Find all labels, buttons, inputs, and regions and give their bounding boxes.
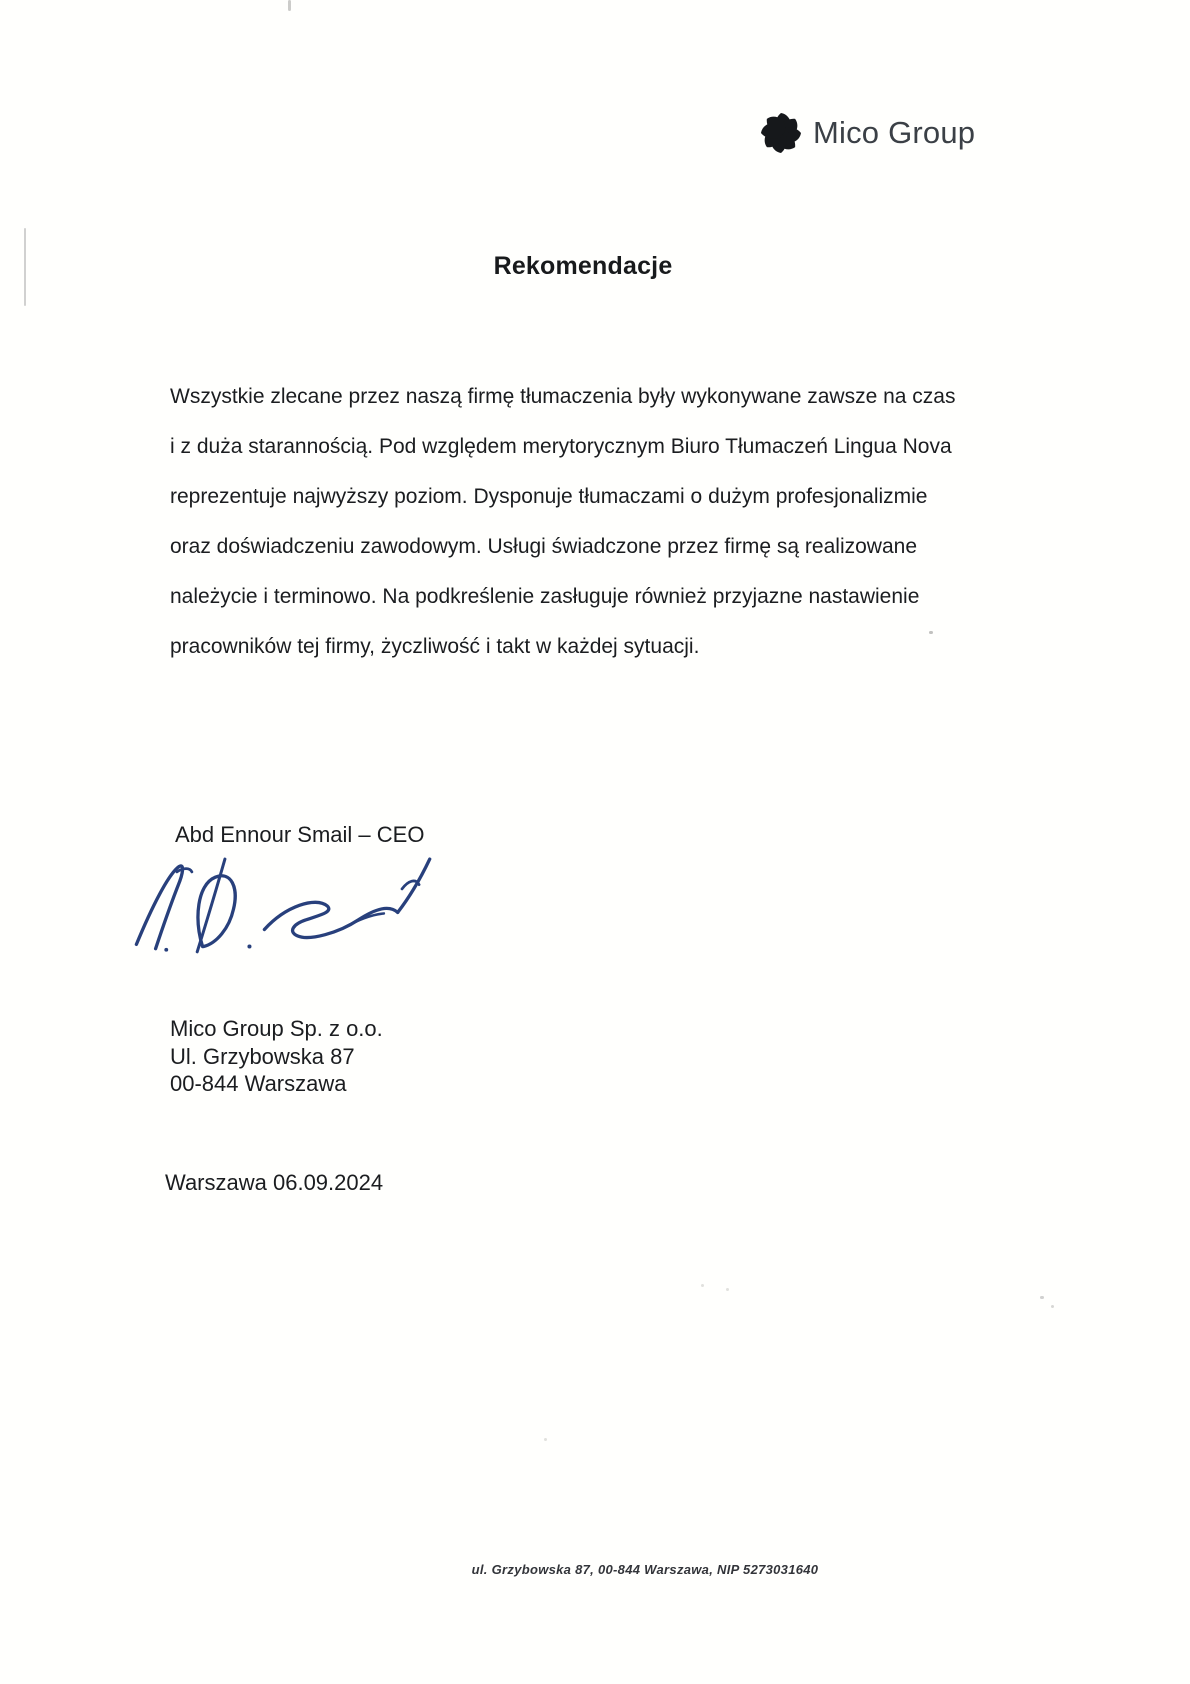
- body-line: i z duża starannością. Pod względem merytorycznym Biuro Tłumaczeń Lingua Nova: [170, 435, 952, 458]
- body-line: pracowników tej firmy, życzliwość i takt w każdej sytuacji.: [170, 635, 700, 658]
- company-name: Mico Group Sp. z o.o.: [170, 1016, 383, 1041]
- document-title: Rekomendacje: [493, 252, 673, 280]
- letter-body: [170, 372, 1000, 672]
- body-line: reprezentuje najwyższy poziom. Dysponuje tłumaczami o dużym profesjonalizmie: [170, 485, 928, 508]
- signatory-name: Abd Ennour Smail – CEO: [175, 822, 425, 847]
- brand-name: Mico Group: [813, 115, 976, 150]
- company-address-block: [170, 1015, 383, 1098]
- body-line: należycie i terminowo. Na podkreślenie zasługuje również przyjazne nastawienie: [170, 585, 920, 608]
- scan-artifact: [701, 1284, 704, 1287]
- company-street: Ul. Grzybowska 87: [170, 1043, 355, 1069]
- scan-artifact: [1040, 1296, 1044, 1299]
- brand-logo: [756, 108, 975, 158]
- dateline: Warszawa 06.09.2024: [165, 1170, 384, 1195]
- scan-artifact: [24, 228, 26, 306]
- company-city: 00-844 Warszawa: [170, 1071, 347, 1096]
- swirl-logo-icon: [756, 108, 806, 158]
- scan-artifact: [544, 1438, 547, 1441]
- scan-artifact: [929, 631, 933, 634]
- scan-artifact: [726, 1288, 729, 1291]
- body-line: oraz doświadczeniu zawodowym. Usługi świadczone przez firmę są realizowane: [170, 535, 917, 558]
- body-line: Wszystkie zlecane przez naszą firmę tłumaczenia były wykonywane zawsze na czas: [170, 385, 956, 408]
- footer-address: ul. Grzybowska 87, 00-844 Warszawa, NIP 5273031640: [471, 1562, 819, 1577]
- scan-artifact: [1051, 1305, 1054, 1308]
- handwritten-signature: [130, 850, 450, 962]
- scan-artifact: [288, 0, 291, 11]
